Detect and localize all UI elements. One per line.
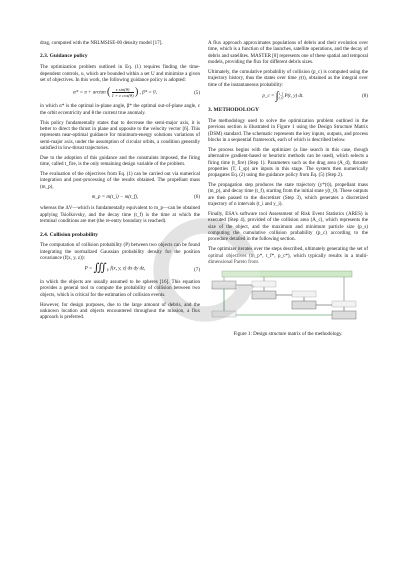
eq6-number: (6) — [194, 194, 200, 201]
eq5-number: (5) — [194, 89, 200, 96]
methodology-paragraph-4: Finally, ESA's software tool Assessment of Risk Event Statistics (ARES) is executed (Step 4), provided of the collision area (A_c), which represents the size of the object, and the maximum and minimum particle size (p_s) computing the cumulative collision probability (p_c) according to the procedure detailed in the following section. — [208, 211, 368, 243]
feedback-1 — [212, 311, 236, 317]
output-1 — [252, 281, 276, 287]
guidance-paragraph-6: whereas the ΔV—which is fundamentally equivalent to m_p—can be obtained applying Tsiolkovsky, and the decay time (t_f) is the time at which the terminal conditions are met (the re-entry boundary is reached). — [40, 205, 200, 225]
eq8-upper: t_f — [279, 92, 283, 96]
input-row — [222, 271, 352, 277]
eq8-integrand: P(t, y) dt. — [284, 93, 304, 100]
guidance-paragraph-5: The evaluation of the objectives from Eq. (1) can be carried out via numerical integration and post-processing of the results obtained. The propellant mass (m_p), — [40, 171, 200, 190]
equation-5: α* = π + arctan ( $\frac{\text{ε sin(θ)}}{\text{1 + ε cos(θ)}}$ ) , β* = 0, (5) — [73, 86, 200, 99]
eq8-lhs: p_c = — [262, 93, 275, 100]
equation-8: p_c = ∫ t_f t_0 P(t, y) dt. (8) — [262, 89, 368, 102]
eq5-lhs: α* = π + arctan — [73, 89, 106, 96]
propagator-block — [252, 291, 276, 299]
flux-paragraph-2: Ultimately, the cumulative probability of collision (p_c) is computed using the trajectory history, thus the states over time y(t), obtained as the integral over time of the instantaneous probability: — [208, 68, 368, 88]
equation-6 — [40, 194, 200, 200]
output-3 — [332, 301, 356, 307]
methodology-paragraph-3: The propagation step produces the state trajectory (y*(t)), propellant mass (m_p), and decay time (t_f), starting from the initial state y(t_0). These outputs are then passed to the discretizer (Step 3), which generates a discretized trajectory of n intervals (t_i and y_i). — [208, 182, 368, 208]
eq5-denominator: 1 + ε cos(θ) — [111, 93, 134, 99]
eq5-numerator: ε sin(θ) — [112, 87, 134, 93]
guidance-paragraph-4: Due to the adoption of this guidance and the constraints imposed, the firing time, called t_fire, is the only remaining design variable of the problem. — [40, 154, 200, 168]
collision-paragraph-3: However, for design purposes, due to the large amount of debris, and the unknown location and objects encountered throughout the mission, a flux approach is preferred. — [40, 301, 200, 321]
flux-paragraph-1: A flux approach approximates populations of debris and their evolution over time, which is a function of the launches, satellite operations, and the decay of debris and satellites. MASTER [8] represents one of these spatial and temporal models, providing the flux for different debris sizes. — [208, 40, 368, 66]
guidance-paragraph-1: The optimization problem outlined in Eq. (1) requires finding the time-dependent controls, u, which are bounded within a set U and minimize a given set of objectives. In this work, the following guidance policy is adopted: — [40, 64, 200, 83]
section-heading-methodology: 3. METHODOLOGY — [208, 107, 260, 113]
collision-paragraph-2: in which the objects are usually assumed to be spheres [16]. This equation provides a general tool to compute the probability of collision between two objects, which is critical for the estimation of collision events. — [40, 279, 200, 298]
eq7-domain: V — [106, 267, 110, 273]
intro-paragraph: drag, computed with the NRLMSISE-00 density model [17]. — [40, 40, 163, 46]
guidance-paragraph-3: This policy fundamentally states that to decrease the semi-major axis, it is better to direct the thrust in plane and opposite to the velocity vector [6]. This represents near-optimal guidance for minimum-energy solutions variations of semi-major axis, under the assumption of circular orbits, a condition generally satisfied in low-thrust trajectories. — [40, 119, 200, 151]
discretizer-block — [292, 301, 316, 309]
section-heading-collision: 2.4. Collision probability — [40, 231, 98, 238]
eq7-number: (7) — [194, 266, 200, 273]
ares-block — [332, 311, 356, 319]
eq5-rhs: , β* = 0, — [139, 89, 157, 96]
eq8-number: (8) — [362, 92, 368, 99]
dsm-figure — [208, 269, 368, 327]
output-2 — [292, 291, 316, 297]
guidance-paragraph-2: in which α* is the optimal in-plane angle, β* the optimal out-of-plane angle, ε the orbit eccentricity and θ the current true anomaly. — [40, 103, 200, 116]
eq8-lower: t_0 — [278, 96, 284, 100]
methodology-paragraph-2: The process begins with the optimizer (a line search in this case, though alternative gradient-based or heuristic methods can be used), which selects a firing time (t_fire) (Step 1). Parameters such as the drag area (A_d), thruster properties (T, I_sp) are inputs in this stage. The system then numerically propagates Eq. (2) using the guidance policy from Eq. (5) (Step 2). — [208, 146, 368, 179]
right-column — [208, 40, 368, 338]
optimizer-block — [212, 281, 236, 289]
equation-7: $P = ∭_V$ f(x, y, z) dx dy dz, (7) — [84, 262, 200, 275]
eq7-lhs: P = — [84, 265, 93, 272]
methodology-paragraph-1: The methodology used to solve the optimization problem outlined in the previous section is illustrated in Figure 1 using the Design Structure Matrix (DSM) standard. The schematic represents the key inputs, outputs, and process blocks in a sequential framework, each of which is described below. — [208, 117, 368, 143]
eq6-body: m_p = m(t_i) − m(t_f), — [91, 194, 139, 201]
section-heading-guidance: 2.3. Guidance policy — [40, 53, 88, 60]
left-column — [40, 40, 200, 324]
eq7-integrand: f(x, y, z) dx dy dz, — [110, 265, 146, 272]
collision-paragraph-1: The computation of collision probability (P) between two objects can be found integrating the normalized Gaussian probability density for the position covariance (f(x, y, z)): — [40, 242, 200, 262]
methodology-paragraph-5: The optimizer iterates over the steps described, ultimately generating the set of optimal objectives (m_p*, t_f*, p_c*), which typically results in a multi-dimensional Pareto front. — [208, 246, 368, 266]
dsm-diagram — [208, 269, 368, 327]
figure-caption: Figure 1: Design structure matrix of the methodology. — [233, 331, 343, 338]
